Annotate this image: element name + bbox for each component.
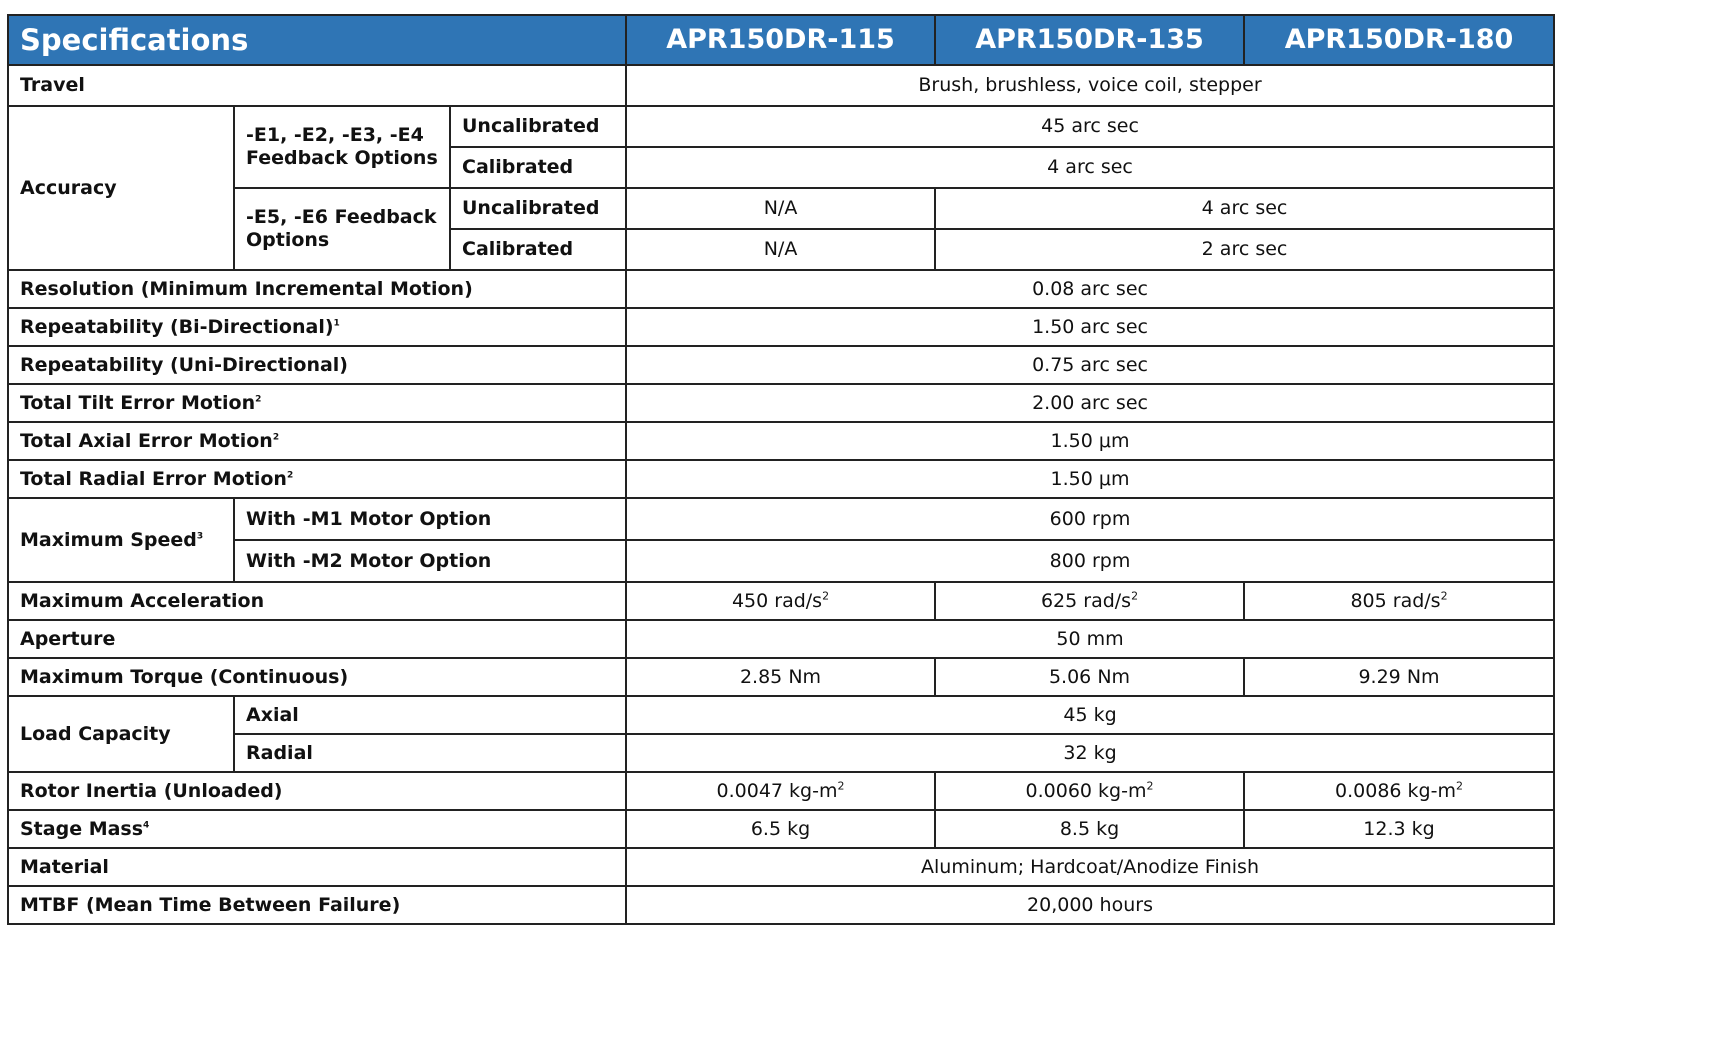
row-repeatability-bi [8,308,1554,346]
rotor-inertia-115: 0.0047 $kg-m^2$ [626,772,935,810]
header-row [8,15,1554,65]
row-tilt-error [8,384,1554,422]
max-acceleration-115: 450 rad/$s^2$ [626,582,935,620]
row-max-acceleration [8,582,1554,620]
load-capacity-label: Load Capacity [8,696,234,772]
tilt-error-label: Total Tilt Error Motion$^2$ [8,384,626,422]
row-aperture [8,620,1554,658]
axial-error-label: Total Axial Error Motion$^2$ [8,422,626,460]
max-acceleration-180: 805 rad/$s^2$ [1244,582,1554,620]
max-speed-m1-label: With -M1 Motor Option [234,498,626,540]
accuracy-group1-uncal-label: Uncalibrated [450,106,626,147]
row-max-speed-m1 [8,498,1554,540]
stage-mass-180: 12.3 kg [1244,810,1554,848]
specifications-table [7,14,1555,925]
accuracy-group2-cal-value: 2 arc sec [935,229,1554,270]
material-value: Aluminum; Hardcoat/Anodize Finish [626,848,1554,886]
load-axial-label: Axial [234,696,626,734]
max-speed-label: Maximum Speed$^3$ [8,498,234,582]
row-radial-error [8,460,1554,498]
max-torque-180: 9.29 Nm [1244,658,1554,696]
footnote-3: 3 [196,531,204,542]
material-label: Material [8,848,626,886]
tilt-error-value: 2.00 arc sec [626,384,1554,422]
rotor-inertia-label: Rotor Inertia (Unloaded) [8,772,626,810]
row-load-radial [8,734,1554,772]
max-torque-label: Maximum Torque (Continuous) [8,658,626,696]
mtbf-value: 20,000 hours [626,886,1554,924]
repeatability-bi-label: Repeatability (Bi-Directional)$^1$ [8,308,626,346]
resolution-value: 0.08 arc sec [626,270,1554,308]
model-header-180: APR150DR-180 [1244,15,1554,65]
accuracy-group1-cal-value: 4 arc sec [626,147,1554,188]
load-radial-label: Radial [234,734,626,772]
specifications-header: Specifications [8,15,626,65]
load-radial-value: 32 kg [626,734,1554,772]
row-repeatability-uni [8,346,1554,384]
row-resolution [8,270,1554,308]
max-acceleration-135: 625 rad/$s^2$ [935,582,1244,620]
row-material [8,848,1554,886]
travel-label: Travel [8,65,626,106]
row-load-axial [8,696,1554,734]
repeatability-uni-label: Repeatability (Uni-Directional) [8,346,626,384]
travel-value: Brush, brushless, voice coil, stepper [626,65,1554,106]
row-stage-mass [8,810,1554,848]
rotor-inertia-180: 0.0086 $kg-m^2$ [1244,772,1554,810]
accuracy-group1-uncal-value: 45 arc sec [626,106,1554,147]
repeatability-uni-value: 0.75 arc sec [626,346,1554,384]
row-max-speed-m2 [8,540,1554,582]
accuracy-group2-uncal-value: 4 arc sec [935,188,1554,229]
accuracy-group2-label: -E5, -E6 Feedback Options [234,188,450,270]
footnote-2: 2 [255,394,262,405]
resolution-label: Resolution (Minimum Incremental Motion) [8,270,626,308]
aperture-label: Aperture [8,620,626,658]
axial-error-value: 1.50 μm [626,422,1554,460]
row-axial-error [8,422,1554,460]
accuracy-group2-cal-label: Calibrated [450,229,626,270]
accuracy-group2-cal-na: N/A [626,229,935,270]
mtbf-label: MTBF (Mean Time Between Failure) [8,886,626,924]
radial-error-value: 1.50 μm [626,460,1554,498]
accuracy-group1-label: -E1, -E2, -E3, -E4 Feedback Options [234,106,450,188]
row-max-torque [8,658,1554,696]
max-speed-m2-label: With -M2 Motor Option [234,540,626,582]
row-accuracy-e5-uncal [8,188,1554,229]
model-header-135: APR150DR-135 [935,15,1244,65]
row-accuracy-e1-uncal [8,106,1554,147]
stage-mass-115: 6.5 kg [626,810,935,848]
max-torque-115: 2.85 Nm [626,658,935,696]
accuracy-label: Accuracy [8,106,234,270]
max-speed-m1-value: 600 rpm [626,498,1554,540]
footnote-2: 2 [272,432,280,443]
accuracy-group2-uncal-label: Uncalibrated [450,188,626,229]
max-speed-m2-value: 800 rpm [626,540,1554,582]
load-axial-value: 45 kg [626,696,1554,734]
stage-mass-label: Stage Mass$^4$ [8,810,626,848]
footnote-4: 4 [143,820,150,831]
repeatability-bi-value: 1.50 arc sec [626,308,1554,346]
max-acceleration-label: Maximum Acceleration [8,582,626,620]
radial-error-label: Total Radial Error Motion$^2$ [8,460,626,498]
aperture-value: 50 mm [626,620,1554,658]
accuracy-group1-cal-label: Calibrated [450,147,626,188]
row-rotor-inertia [8,772,1554,810]
max-torque-135: 5.06 Nm [935,658,1244,696]
footnote-1: 1 [333,318,340,329]
footnote-2: 2 [286,470,294,481]
row-mtbf [8,886,1554,924]
rotor-inertia-135: 0.0060 $kg-m^2$ [935,772,1244,810]
row-travel [8,65,1554,106]
stage-mass-135: 8.5 kg [935,810,1244,848]
model-header-115: APR150DR-115 [626,15,935,65]
accuracy-group2-uncal-na: N/A [626,188,935,229]
